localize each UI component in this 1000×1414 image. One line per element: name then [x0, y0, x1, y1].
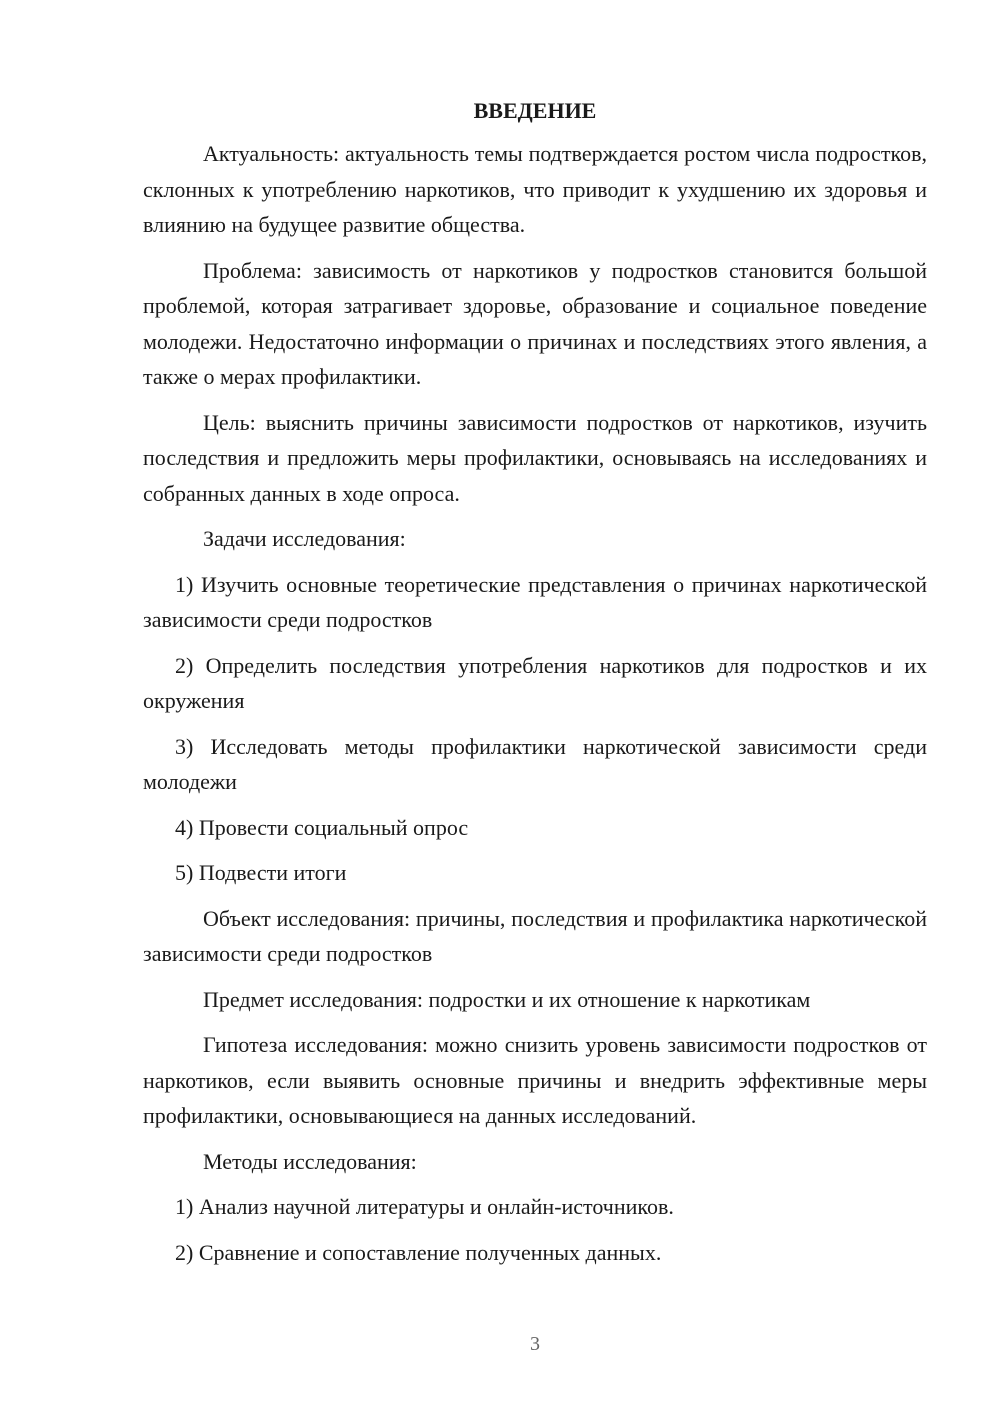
paragraph-subject: Предмет исследования: подростки и их отношение к наркотикам — [203, 986, 811, 1012]
list-item-task-4: 4) Провести социальный опрос — [175, 814, 469, 840]
paragraph-goal: Цель: выяснить причины зависимости подростков от наркотиков, изучить последствия и предложить меры профилактики, основываясь на исследованиях и собранных данных в ходе опроса. — [143, 409, 927, 506]
paragraph-object: Объект исследования: причины, последствия и профилактика наркотической зависимости среди подростков — [143, 905, 927, 966]
list-item-task-1: 1) Изучить основные теоретические представления о причинах наркотической зависимости среди подростков — [143, 571, 927, 632]
paragraph-relevance: Актуальность: актуальность темы подтверждается ростом числа подростков, склонных к употреблению наркотиков, что приводит к ухудшению их здоровья и влиянию на будущее развитие общества. — [143, 141, 927, 237]
page-content — [143, 96, 927, 1280]
page-number: 3 — [530, 1333, 540, 1355]
list-item-task-3: 3) Исследовать методы профилактики наркотической зависимости среди молодежи — [143, 733, 927, 794]
paragraph-tasks-heading: Задачи исследования: — [203, 526, 406, 551]
paragraph-problem: Проблема: зависимость от наркотиков у подростков становится большой проблемой, которая затрагивает здоровье, образование и социальное поведение молодежи. Недостаточно информации о причинах и последствиях этого явления, а также о мерах профилактики. — [143, 257, 927, 389]
list-item-method-2: 2) Сравнение и сопоставление полученных данных. — [175, 1239, 662, 1265]
paragraph-hypothesis: Гипотеза исследования: можно снизить уровень зависимости подростков от наркотиков, если выявить основные причины и внедрить эффективные меры профилактики, основывающиеся на данных исследований. — [143, 1032, 927, 1128]
list-item-method-1: 1) Анализ научной литературы и онлайн-источников. — [175, 1194, 674, 1219]
page-title: ВВЕДЕНИЕ — [473, 98, 597, 123]
list-item-task-2: 2) Определить последствия употребления наркотиков для подростков и их окружения — [143, 652, 927, 713]
list-item-task-5: 5) Подвести итоги — [175, 860, 347, 885]
paragraph-methods-heading: Методы исследования: — [203, 1148, 417, 1174]
